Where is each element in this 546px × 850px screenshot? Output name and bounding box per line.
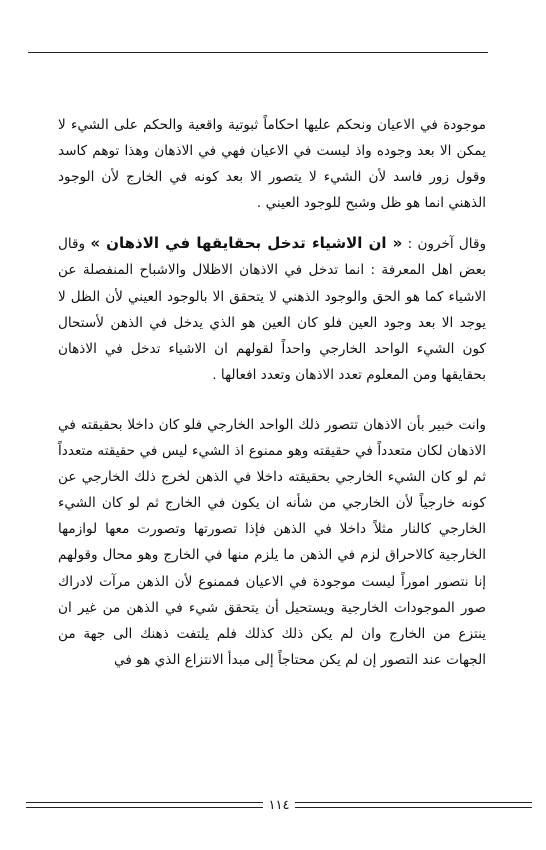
page-footer (26, 797, 532, 813)
page-number: ١١٤ (268, 797, 290, 813)
paragraph-1: موجودة في الاعيان ونحكم عليها احكاماً ثبوتية واقعية والحكم على الشيء لا يمكن الا بعد وجوده واذ ليست في الاعيان فهي في الاذهان وهذا توهم كاسد وقول زور فاسد لأن الشيء لا يتصور الا بعد كونه في الخارج لأن الوجود الذهني انما هو ظل وشبح للوجود العيني . (58, 117, 486, 212)
footer-rule-right (295, 802, 532, 808)
paragraph-3: وانت خبير بأن الاذهان تتصور ذلك الواحد الخارجي فلو كان داخلا بحقيقته في الاذهان لكان متعدداً في حقيقته وهو ممنوع اذ الشيء ليس في حقيقته متعدداً ثم لو كان الشيء الخارجي بحقيقته داخلا في الذهن لخرج ذلك الخارجي عن كونه خارجياً لأن الخارجي من شأنه ان يكون في الخارج ثم لو كان الشيء الخارجي كالنار مثلاً داخلا في الذهن فإذا تصورتها وتصورت معها لوازمها الخارجية كالاحراق لزم في الذهن ما يلزم منها في الخارج وهو محال وقولهم إنا نتصور اموراً ليست موجودة في الاعيان فممنوع لأن الذهن مرآت لادراك صور الموجودات الخارجية ويستحيل أن يتحقق شيء في الذهن من غير ان ينتزع من الخارج وان لم يكن ذلك كذلك فلم يلتفت ذهنك الى جهة من الجهات عند التصور إن لم يكن محتاجاً إلى مبدأ الانتزاع الذي هو في (58, 416, 486, 668)
paragraph-2-body: وقال بعض اهل المعرفة : انما تدخل في الاذهان الاظلال والاشباح المنفصلة عن الاشياء كما هو الحق والوجود الذهني لا يتحقق الا بالوجود العيني لأن الظل لا يوجد الا بعد وجود العين فلو كان العين هو الذي يدخل في الذهن لأستحال كون الشيء الواحد الخارجي واحداً لقولهم ان الاشياء تدخل في الاذهان بحقايقها ومن المعلوم تعدد الاذهان وتعدد افعالها . (58, 236, 486, 383)
paragraph-2 (58, 230, 486, 388)
paragraph-2-intro: وقال آخرون : (402, 236, 487, 253)
quoted-thesis: « ان الاشياء تدخل بحقايقها في الاذهان » (90, 234, 403, 253)
body-text (58, 112, 486, 673)
header-rule (28, 52, 488, 53)
footer-rule-left (26, 802, 263, 808)
